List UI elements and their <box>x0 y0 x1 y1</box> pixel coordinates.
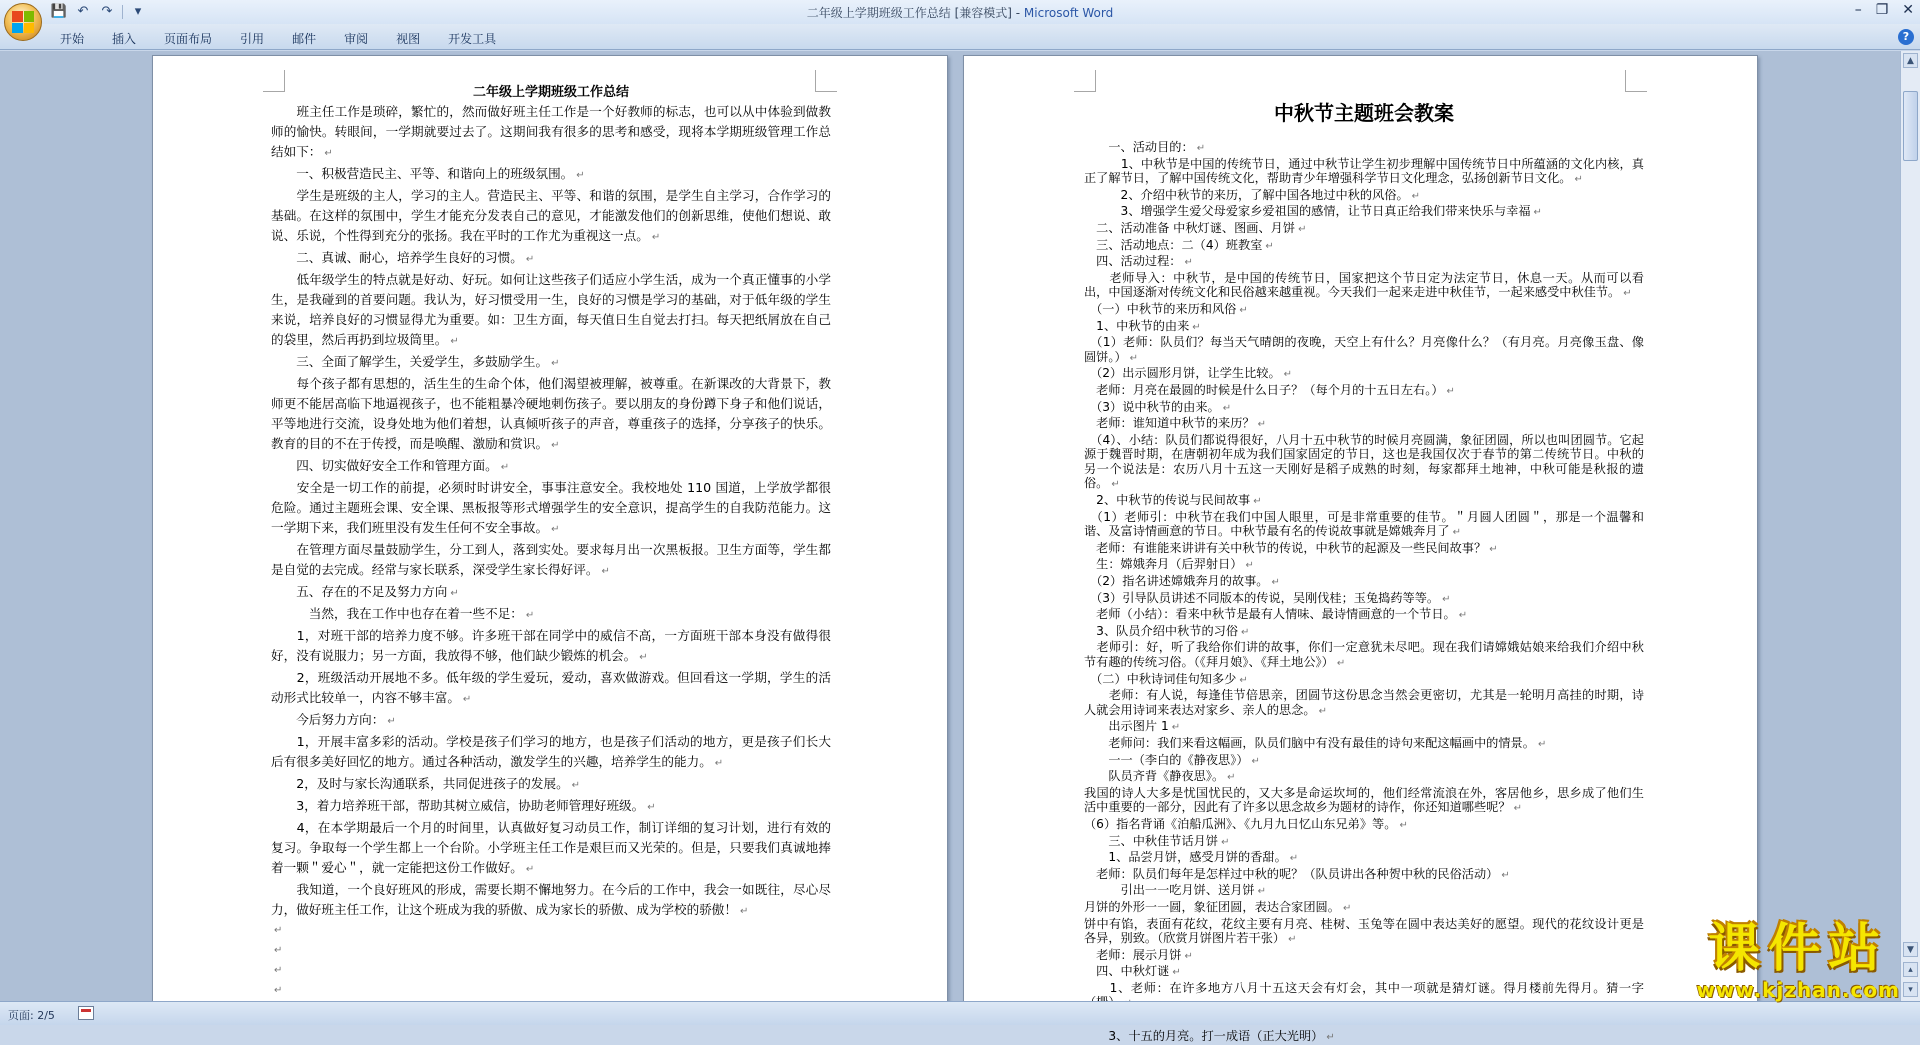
tab-5[interactable]: 审阅 <box>344 32 369 46</box>
paragraph-text: 引出一一吃月饼、送月饼 <box>1084 883 1255 898</box>
vertical-scrollbar[interactable] <box>1900 51 1920 1001</box>
page2-paragraph <box>1084 607 1644 624</box>
empty-paragraph: ↵ <box>274 965 283 976</box>
watermark-logo <box>1696 920 1900 1002</box>
page2-paragraph <box>1084 319 1644 336</box>
paragraph-text: 一一（李白的《静夜思》） <box>1084 752 1249 767</box>
paragraph-mark-icon: ↵ <box>1129 352 1139 364</box>
page2-paragraph <box>1084 416 1644 433</box>
paragraph-mark-icon: ↵ <box>1537 738 1547 750</box>
page2-paragraph <box>1084 640 1644 671</box>
page1-paragraph <box>271 164 831 186</box>
paragraph-mark-icon: ↵ <box>500 462 510 473</box>
paragraph-mark-icon: ↵ <box>1574 174 1583 186</box>
app-name: Microsoft Word <box>1023 6 1114 20</box>
page2-paragraph <box>1084 493 1644 510</box>
paragraph-mark-icon: ↵ <box>1245 560 1254 572</box>
paragraph-mark-icon: ↵ <box>1623 288 1632 300</box>
paragraph-mark-icon: ↵ <box>601 566 610 577</box>
paragraph-mark-icon: ↵ <box>1196 143 1206 154</box>
page1-paragraph <box>271 270 831 352</box>
paragraph-mark-icon: ↵ <box>1241 626 1250 638</box>
paragraph-text: 1，对班干部的培养力度不够。许多班干部在同学中的威信不高，一方面班干部本身没有做得很好，没有说服力；另一方面，我放得不够，他们缺少锻炼的机会。 <box>271 628 831 663</box>
paragraph-mark-icon: ↵ <box>1239 674 1248 686</box>
window-controls <box>1855 2 1914 18</box>
page1-paragraph <box>271 732 831 774</box>
paragraph-mark-icon: ↵ <box>1288 934 1297 946</box>
paragraph-text: （1）老师：队员们？每当天气晴朗的夜晚，天空上有什么？月亮像什么？（有月亮。月亮像玉盘、像圆饼。） <box>1084 335 1644 364</box>
page2-paragraph <box>1084 834 1644 851</box>
paragraph-text: 老师（小结）：看来中秋节是最有人情味、最诗情画意的一个节日。 <box>1084 607 1456 622</box>
page2-paragraph <box>1084 383 1644 400</box>
paragraph-mark-icon: ↵ <box>1171 722 1181 734</box>
page-2-body <box>1084 84 1644 1045</box>
page2-paragraph <box>1084 400 1644 417</box>
paragraph-mark-icon: ↵ <box>1221 836 1230 848</box>
page1-paragraph <box>271 186 831 248</box>
empty-paragraph: ↵ <box>274 945 283 956</box>
paragraph-mark-icon: ↵ <box>1271 577 1280 589</box>
watermark-text: 课件站 <box>1708 919 1889 979</box>
paragraph-mark-icon: ↵ <box>1452 527 1462 539</box>
paragraph-mark-icon: ↵ <box>714 758 724 769</box>
paragraph-text: 老师引：好，听了我给你们讲的故事，你们一定意犹未尽吧。现在我们请嫦娥姑娘来给我们介绍中秋节有趣的传统习俗。（《拜月娘》、《拜土地公》） <box>1084 640 1644 669</box>
paragraph-mark-icon: ↵ <box>1411 190 1421 202</box>
paragraph-text: 当然，我在工作中也存在着一些不足： <box>271 606 523 621</box>
paragraph-mark-icon: ↵ <box>462 694 472 705</box>
paragraph-mark-icon: ↵ <box>1111 479 1120 491</box>
paragraph-mark-icon: ↵ <box>1513 803 1522 815</box>
empty-paragraph: ↵ <box>274 925 283 936</box>
page2-paragraph <box>1084 900 1644 917</box>
paragraph-mark-icon: ↵ <box>450 336 459 347</box>
paragraph-mark-icon: ↵ <box>1342 902 1352 914</box>
page2-paragraph <box>1084 574 1644 591</box>
paragraph-text: 学生是班级的主人，学习的主人。营造民主、平等、和谐的氛围，是学生自主学习，合作学习的基础。在这样的氛围中，学生才能充分发表自己的意见，才能激发他们的创新思维，使他们想说、敢说、乐说，个性得到充分的张扬。我在平时的工作尤为重视这一点。 <box>271 188 831 243</box>
paragraph-mark-icon: ↵ <box>1336 658 1346 669</box>
page2-paragraph <box>1084 157 1644 188</box>
paragraph-text: 1、品尝月饼，感受月饼的香甜。 <box>1084 850 1287 865</box>
paragraph-text: 我知道，一个良好班风的形成，需要长期不懈地努力。在今后的工作中，我会一如既往，尽心尽力，做好班主任工作，让这个班成为我的骄傲、成为家长的骄傲、成为学校的骄傲！ <box>271 882 831 917</box>
paragraph-text: 2、中秋节的传说与民间故事 <box>1084 493 1251 508</box>
scroll-up-icon[interactable]: ▲ <box>1903 53 1918 68</box>
paragraph-text: 2、介绍中秋节的来历，了解中国各地过中秋的风俗。 <box>1084 187 1409 202</box>
paragraph-mark-icon: ↵ <box>1399 819 1408 831</box>
paragraph-text: 老师：展示月饼 <box>1084 947 1182 962</box>
paragraph-mark-icon: ↵ <box>1446 385 1455 397</box>
window-title <box>0 4 1920 21</box>
page2-paragraph <box>1084 541 1644 558</box>
page1-paragraph <box>271 880 831 922</box>
paragraph-mark-icon: ↵ <box>571 780 581 791</box>
paragraph-text: （2）出示圆形月饼，让学生比较。 <box>1084 366 1281 381</box>
paragraph-text: 3、队员介绍中秋节的习俗 <box>1084 623 1239 638</box>
page-2-paragraphs <box>1084 140 1644 1045</box>
paragraph-text: 三、活动地点：二（4）班教室 <box>1084 237 1263 252</box>
paragraph-mark-icon: ↵ <box>739 906 749 917</box>
paragraph-text: 五、存在的不足及努力方向 <box>271 584 448 599</box>
paragraph-mark-icon: ↵ <box>1442 593 1451 605</box>
paragraph-text: 1、老师：在许多地方八月十五这天会有灯会，其中一项就是猜灯谜。得月楼前先得月。猜一字 <box>1109 980 1644 995</box>
paragraph-mark-icon: ↵ <box>1326 1031 1335 1043</box>
page2-paragraph <box>1084 672 1644 689</box>
page-1-body <box>271 84 831 1022</box>
page-1-paragraphs <box>271 102 831 922</box>
close-icon[interactable]: ✕ <box>1902 2 1914 18</box>
ribbon-tab-bar <box>0 24 1920 50</box>
paragraph-mark-icon: ↵ <box>450 588 459 599</box>
paragraph-text: 班主任工作是琐碎，繁忙的，然而做好班主任工作是一个好教师的标志，也可以从中体验到做教师的愉快。转眼间，一学期就要过去了。这期间我有很多的思考和感受，现将本学期班级管理工作总结如下： <box>271 104 831 159</box>
page2-paragraph <box>1084 753 1644 770</box>
page2-paragraph <box>1084 510 1644 541</box>
paragraph-text: 低年级学生的特点就是好动、好玩。如何让这些孩子们适应小学生活，成为一个真正懂事的小学生，是我碰到的首要问题。我认为，好习惯受用一生，良好的习惯是学习的基础，对于低年级的学生来说，培养良好的习惯显得尤为重要。如：卫生方面，每天值日生自觉去打扫。每天把纸屑放在自己的袋里，然后再扔到垃圾筒里。 <box>271 272 831 347</box>
paragraph-text: 我国的诗人大多是忧国忧民的，又大多是命运坎坷的，他们经常流浪在外，客居他乡，思乡成了他们生活中重要的一部分，因此有了许多以思念故乡为题材的诗作，你还知道哪些呢？ <box>1084 785 1644 815</box>
page2-paragraph <box>1084 433 1644 493</box>
paragraph-mark-icon: ↵ <box>387 716 396 727</box>
paragraph-mark-icon: ↵ <box>1184 950 1193 962</box>
paragraph-text: 老师：月亮在最圆的时候是什么日子？（每个月的十五日左右。） <box>1084 382 1444 397</box>
paragraph-text: （4）、小结：队员们都说得很好，八月十五中秋节的时候月亮圆满，象征团圆，所以也叫团圆节。它起源于魏晋时期，在唐朝初年成为我们国家固定的节日，这也是我国仅次于春节的第二传统节日。中秋的另一个说法是：农历八月十五这一天刚好是稻子成熟的时刻，每家都拜土地神，中秋可能是秋报的遗俗。 <box>1084 432 1644 491</box>
paragraph-mark-icon: ↵ <box>525 254 535 265</box>
paragraph-text: 2，班级活动开展地不多。低年级的学生爱玩，爱动，喜欢做游戏。但回看这一学期，学生的活动形式比较单一，内容不够丰富。 <box>271 670 831 705</box>
paragraph-text: 一、活动目的： <box>1084 140 1194 154</box>
page-1[interactable] <box>152 55 948 1015</box>
paragraph-text: 3、十五的月亮。打一成语（正大光明） <box>1084 1028 1324 1043</box>
paragraph-text: 四、切实做好安全工作和管理方面。 <box>271 458 498 473</box>
paragraph-text: 老师：谁知道中秋节的来历？ <box>1084 416 1255 431</box>
paragraph-mark-icon: ↵ <box>1489 543 1498 555</box>
page1-paragraph <box>271 710 831 732</box>
paragraph-mark-icon: ↵ <box>1251 755 1260 767</box>
page1-paragraph <box>271 374 831 456</box>
help-icon[interactable]: ? <box>1898 29 1914 45</box>
paragraph-text: 一、积极营造民主、平等、和谐向上的班级氛围。 <box>271 166 574 181</box>
page1-paragraph <box>271 818 831 880</box>
page2-paragraph <box>1084 688 1644 719</box>
paragraph-mark-icon: ↵ <box>551 524 560 535</box>
paragraph-text: 老师：有谁能来讲讲有关中秋节的传说，中秋节的起源及一些民间故事？ <box>1084 540 1487 555</box>
tab-4[interactable]: 邮件 <box>292 32 317 46</box>
paragraph-text: 老师：有人说，每逢佳节倍思亲，团圆节这份思念当然会更密切，尤其是一轮明月高挂的时期，诗人就会用诗词来表达对家乡、亲人的思念。 <box>1084 688 1644 717</box>
paragraph-mark-icon: ↵ <box>1458 610 1468 622</box>
page2-paragraph <box>1084 1029 1644 1045</box>
paragraph-mark-icon: ↵ <box>1533 207 1542 219</box>
paragraph-text: 2，及时与家长沟通联系，共同促进孩子的发展。 <box>271 776 569 791</box>
paragraph-text: 老师问：我们来看这幅画，队员们脑中有没有最佳的诗句来配这幅画中的情景。 <box>1084 735 1535 750</box>
paragraph-text: 四、中秋灯谜 <box>1084 964 1170 979</box>
paragraph-mark-icon: ↵ <box>1172 967 1181 979</box>
page2-paragraph <box>1084 948 1644 965</box>
paragraph-text: （3）引导队员讲述不同版本的传说，吴刚伐桂；玉兔捣药等等。 <box>1084 590 1440 605</box>
paragraph-mark-icon: ↵ <box>1257 886 1267 898</box>
tab-1[interactable]: 插入 <box>112 32 137 46</box>
page2-paragraph <box>1084 591 1644 608</box>
paragraph-text: 三、中秋佳节话月饼 <box>1084 833 1219 848</box>
qat-customize-dropdown-icon[interactable]: ▾ <box>134 4 142 19</box>
page2-paragraph <box>1084 221 1644 238</box>
page2-paragraph <box>1084 624 1644 641</box>
paragraph-text: 出示图片 1 <box>1084 719 1169 734</box>
page-1-title: 二年级上学期班级工作总结 <box>472 85 629 100</box>
page2-paragraph <box>1084 917 1644 948</box>
paragraph-mark-icon: ↵ <box>324 148 333 159</box>
scrollbar-thumb[interactable] <box>1903 91 1918 161</box>
paragraph-text: 1、中秋节的由来 <box>1084 318 1190 333</box>
paragraph-text: 月饼的外形一一圆，象征团圆，表达合家团圆。 <box>1084 899 1340 914</box>
page-count[interactable]: 页面: 2/5 <box>8 1009 55 1022</box>
page1-paragraph <box>271 478 831 540</box>
paragraph-text: 饼中有馅，表面有花纹，花纹主要有月亮、桂树、玉兔等在圆中表达美好的愿望。现代的花纹设计更是各异，别致。（欣赏月饼图片若干张） <box>1084 916 1644 946</box>
page1-paragraph <box>271 668 831 710</box>
paragraph-text: 老师导入：中秋节，是中国的传统节日，国家把这个节日定为法定节日，休息一天。从而可以看出，中国逐渐对传统文化和民俗越来越重视。今天我们一起来走进中秋佳节，一起来感受中秋佳节。 <box>1084 270 1644 300</box>
paragraph-text: 安全是一切工作的前提，必须时时讲安全，事事注意安全。我校地处 110 国道，上学放学都很危险。通过主题班会课、安全课、黑板报等形式增强学生的安全意识，提高学生的自我防范能力。这一学期下来，我们班里没有发生任何不安全事故。 <box>271 480 831 535</box>
paragraph-text: （6）指名背诵《泊船瓜洲》、《九月九日忆山东兄弟》等。 <box>1084 816 1397 831</box>
page2-paragraph <box>1084 366 1644 383</box>
paragraph-text: 三、全面了解学生，关爱学生，多鼓励学生。 <box>271 354 549 369</box>
paragraph-mark-icon: ↵ <box>576 170 585 181</box>
paragraph-text: 老师：队员们每年是怎样过中秋的呢？（队员讲出各种贺中秋的民俗活动） <box>1084 866 1499 881</box>
tab-3[interactable]: 引用 <box>240 32 265 46</box>
paragraph-text: 生：嫦娥奔月（后羿射日） <box>1084 557 1243 572</box>
paragraph-mark-icon: ↵ <box>651 232 661 243</box>
page2-paragraph <box>1084 736 1644 753</box>
paragraph-text: 每个孩子都有思想的，活生生的生命个体，他们渴望被理解，被尊重。在新课改的大背景下，教师更不能居高临下地逼视孩子，也不能粗暴冷硬地刺伤孩子。要以朋友的身份蹲下身子和他们说话，平等地进行交流，设身处地为他们着想，认真倾听孩子的声音，尊重孩子的选择，分享孩子的快乐。教育的目的不在于传授，而是唤醒、激励和赏识。 <box>271 376 831 451</box>
paragraph-mark-icon: ↵ <box>525 864 535 875</box>
paragraph-text: 二、活动准备 中秋灯谜、图画、月饼 <box>1084 220 1296 235</box>
page2-paragraph <box>1084 557 1644 574</box>
proofing-icon[interactable] <box>78 1006 94 1020</box>
page2-paragraph <box>1084 867 1644 884</box>
page-2-title: 中秋节主题班会教案 <box>1274 101 1454 125</box>
page2-paragraph <box>1084 271 1644 302</box>
page2-paragraph <box>1084 850 1644 867</box>
page1-paragraph <box>271 626 831 668</box>
page1-paragraph <box>271 456 831 478</box>
page1-paragraph <box>271 102 831 164</box>
page2-paragraph <box>1084 140 1644 157</box>
paragraph-text: 1，开展丰富多彩的活动。学校是孩子们学习的地方，也是孩子们活动的地方，更是孩子们长大后有很多美好回忆的地方。通过各种活动，激发学生的兴趣，培养学生的能力。 <box>271 734 831 769</box>
paragraph-text: 1、中秋节是中国的传统节日，通过中秋节让学生初步理解中国传统节日中所蕴涵的文化内核，真正了解节日，了解中国传统文化，帮助青少年增强科学节日文化理念，弘扬创新节日文化。 <box>1084 156 1644 186</box>
paragraph-text: 3、增强学生爱父母爱家乡爱祖国的感情，让节日真正给我们带来快乐与幸福 <box>1084 204 1531 219</box>
page1-paragraph <box>271 774 831 796</box>
previous-page-icon[interactable]: ▴ <box>1903 962 1918 977</box>
paragraph-mark-icon: ↵ <box>551 440 560 451</box>
ribbon-tabs <box>60 30 524 47</box>
page1-paragraph <box>271 352 831 374</box>
page2-paragraph <box>1084 719 1644 736</box>
page2-paragraph <box>1084 817 1644 834</box>
paragraph-mark-icon: ↵ <box>1253 496 1262 508</box>
page2-paragraph <box>1084 883 1644 900</box>
undo-icon[interactable]: ↶ <box>77 4 89 19</box>
paragraph-mark-icon: ↵ <box>1318 705 1327 717</box>
tab-7[interactable]: 开发工具 <box>448 32 497 46</box>
paragraph-mark-icon: ↵ <box>647 802 656 813</box>
page1-paragraph <box>271 248 831 270</box>
paragraph-text: 四、活动过程： <box>1084 254 1182 269</box>
paragraph-text: （一）中秋节的来历和风俗 <box>1084 301 1237 316</box>
tab-0[interactable]: 开始 <box>60 32 85 46</box>
page2-paragraph <box>1084 964 1644 981</box>
paragraph-text: 3，着力培养班干部，帮助其树立威信，协助老师管理好班级。 <box>271 798 645 813</box>
redo-icon[interactable]: ↷ <box>101 4 113 19</box>
paragraph-mark-icon: ↵ <box>1283 369 1293 381</box>
paragraph-mark-icon: ↵ <box>1298 223 1307 235</box>
paragraph-text: 二、真诚、耐心，培养学生良好的习惯。 <box>271 250 523 265</box>
document-title: 二年级上学期班级工作总结 [兼容模式] - <box>806 6 1024 20</box>
page2-paragraph <box>1084 188 1644 205</box>
paragraph-mark-icon: ↵ <box>639 652 648 663</box>
paragraph-mark-icon: ↵ <box>1265 240 1274 252</box>
paragraph-mark-icon: ↵ <box>1501 869 1510 881</box>
page2-paragraph <box>1084 786 1644 817</box>
page2-paragraph <box>1084 335 1644 366</box>
paragraph-mark-icon: ↵ <box>1289 853 1299 865</box>
paragraph-mark-icon: ↵ <box>1192 321 1201 333</box>
status-bar <box>0 1001 1920 1025</box>
tab-2[interactable]: 页面布局 <box>164 32 213 46</box>
paragraph-text: 4，在本学期最后一个月的时间里，认真做好复习动员工作，制订详细的复习计划，进行有效的复习。争取每一个学生都上一个台阶。小学班主任工作是艰巨而又光荣的。但是，只要我们真诚地捧着一颗＂爱心＂，就一定能把这份工作做好。 <box>271 820 831 875</box>
restore-icon[interactable]: ❐ <box>1875 2 1889 18</box>
paragraph-text: 今后努力方向： <box>271 712 385 727</box>
paragraph-mark-icon: ↵ <box>525 610 535 621</box>
paragraph-mark-icon: ↵ <box>1222 402 1232 414</box>
paragraph-mark-icon: ↵ <box>1184 257 1193 269</box>
scroll-down-icon[interactable]: ▼ <box>1903 942 1918 957</box>
paragraph-text: 在管理方面尽量鼓励学生，分工到人，落到实处。要求每月出一次黑板报。卫生方面等，学生都是自觉的去完成。经常与家长联系，深受学生家长得好评。 <box>271 542 831 577</box>
paragraph-text: （二）中秋诗词佳句知多少 <box>1084 671 1237 686</box>
page1-paragraph <box>271 604 831 626</box>
paragraph-mark-icon: ↵ <box>551 358 560 369</box>
paragraph-mark-icon: ↵ <box>1239 304 1248 316</box>
page2-paragraph <box>1084 769 1644 786</box>
page2-paragraph <box>1084 254 1644 271</box>
paragraph-text: （3）说中秋节的由来。 <box>1084 399 1220 414</box>
office-logo-icon <box>12 11 34 33</box>
save-icon[interactable]: 💾 <box>50 4 68 19</box>
page2-paragraph <box>1084 238 1644 255</box>
title-bar <box>0 0 1920 24</box>
empty-paragraph: ↵ <box>274 985 283 996</box>
minimize-icon[interactable]: – <box>1854 2 1862 18</box>
office-button[interactable] <box>4 3 42 41</box>
paragraph-text: （1）老师引：中秋节在我们中国人眼里，可是非常重要的佳节。＂月圆人团圆＂，那是一个温馨和谐、及富诗情画意的节日。中秋节最有名的传说故事就是嫦娥奔月了 <box>1084 509 1644 539</box>
next-page-icon[interactable]: ▾ <box>1903 982 1918 997</box>
page2-paragraph <box>1084 204 1644 221</box>
paragraph-text: 队员齐背《静夜思》。 <box>1084 769 1225 784</box>
page1-paragraph <box>271 582 831 604</box>
tab-6[interactable]: 视图 <box>396 32 421 46</box>
page1-paragraph <box>271 796 831 818</box>
page-2[interactable] <box>963 55 1758 1043</box>
page1-paragraph <box>271 540 831 582</box>
paragraph-text: （2）指名讲述嫦娥奔月的故事。 <box>1084 574 1269 589</box>
page2-paragraph <box>1084 302 1644 319</box>
paragraph-mark-icon: ↵ <box>1257 419 1267 431</box>
paragraph-mark-icon: ↵ <box>1227 772 1236 784</box>
watermark-url: www.kjzhan.com <box>1696 978 1900 1002</box>
